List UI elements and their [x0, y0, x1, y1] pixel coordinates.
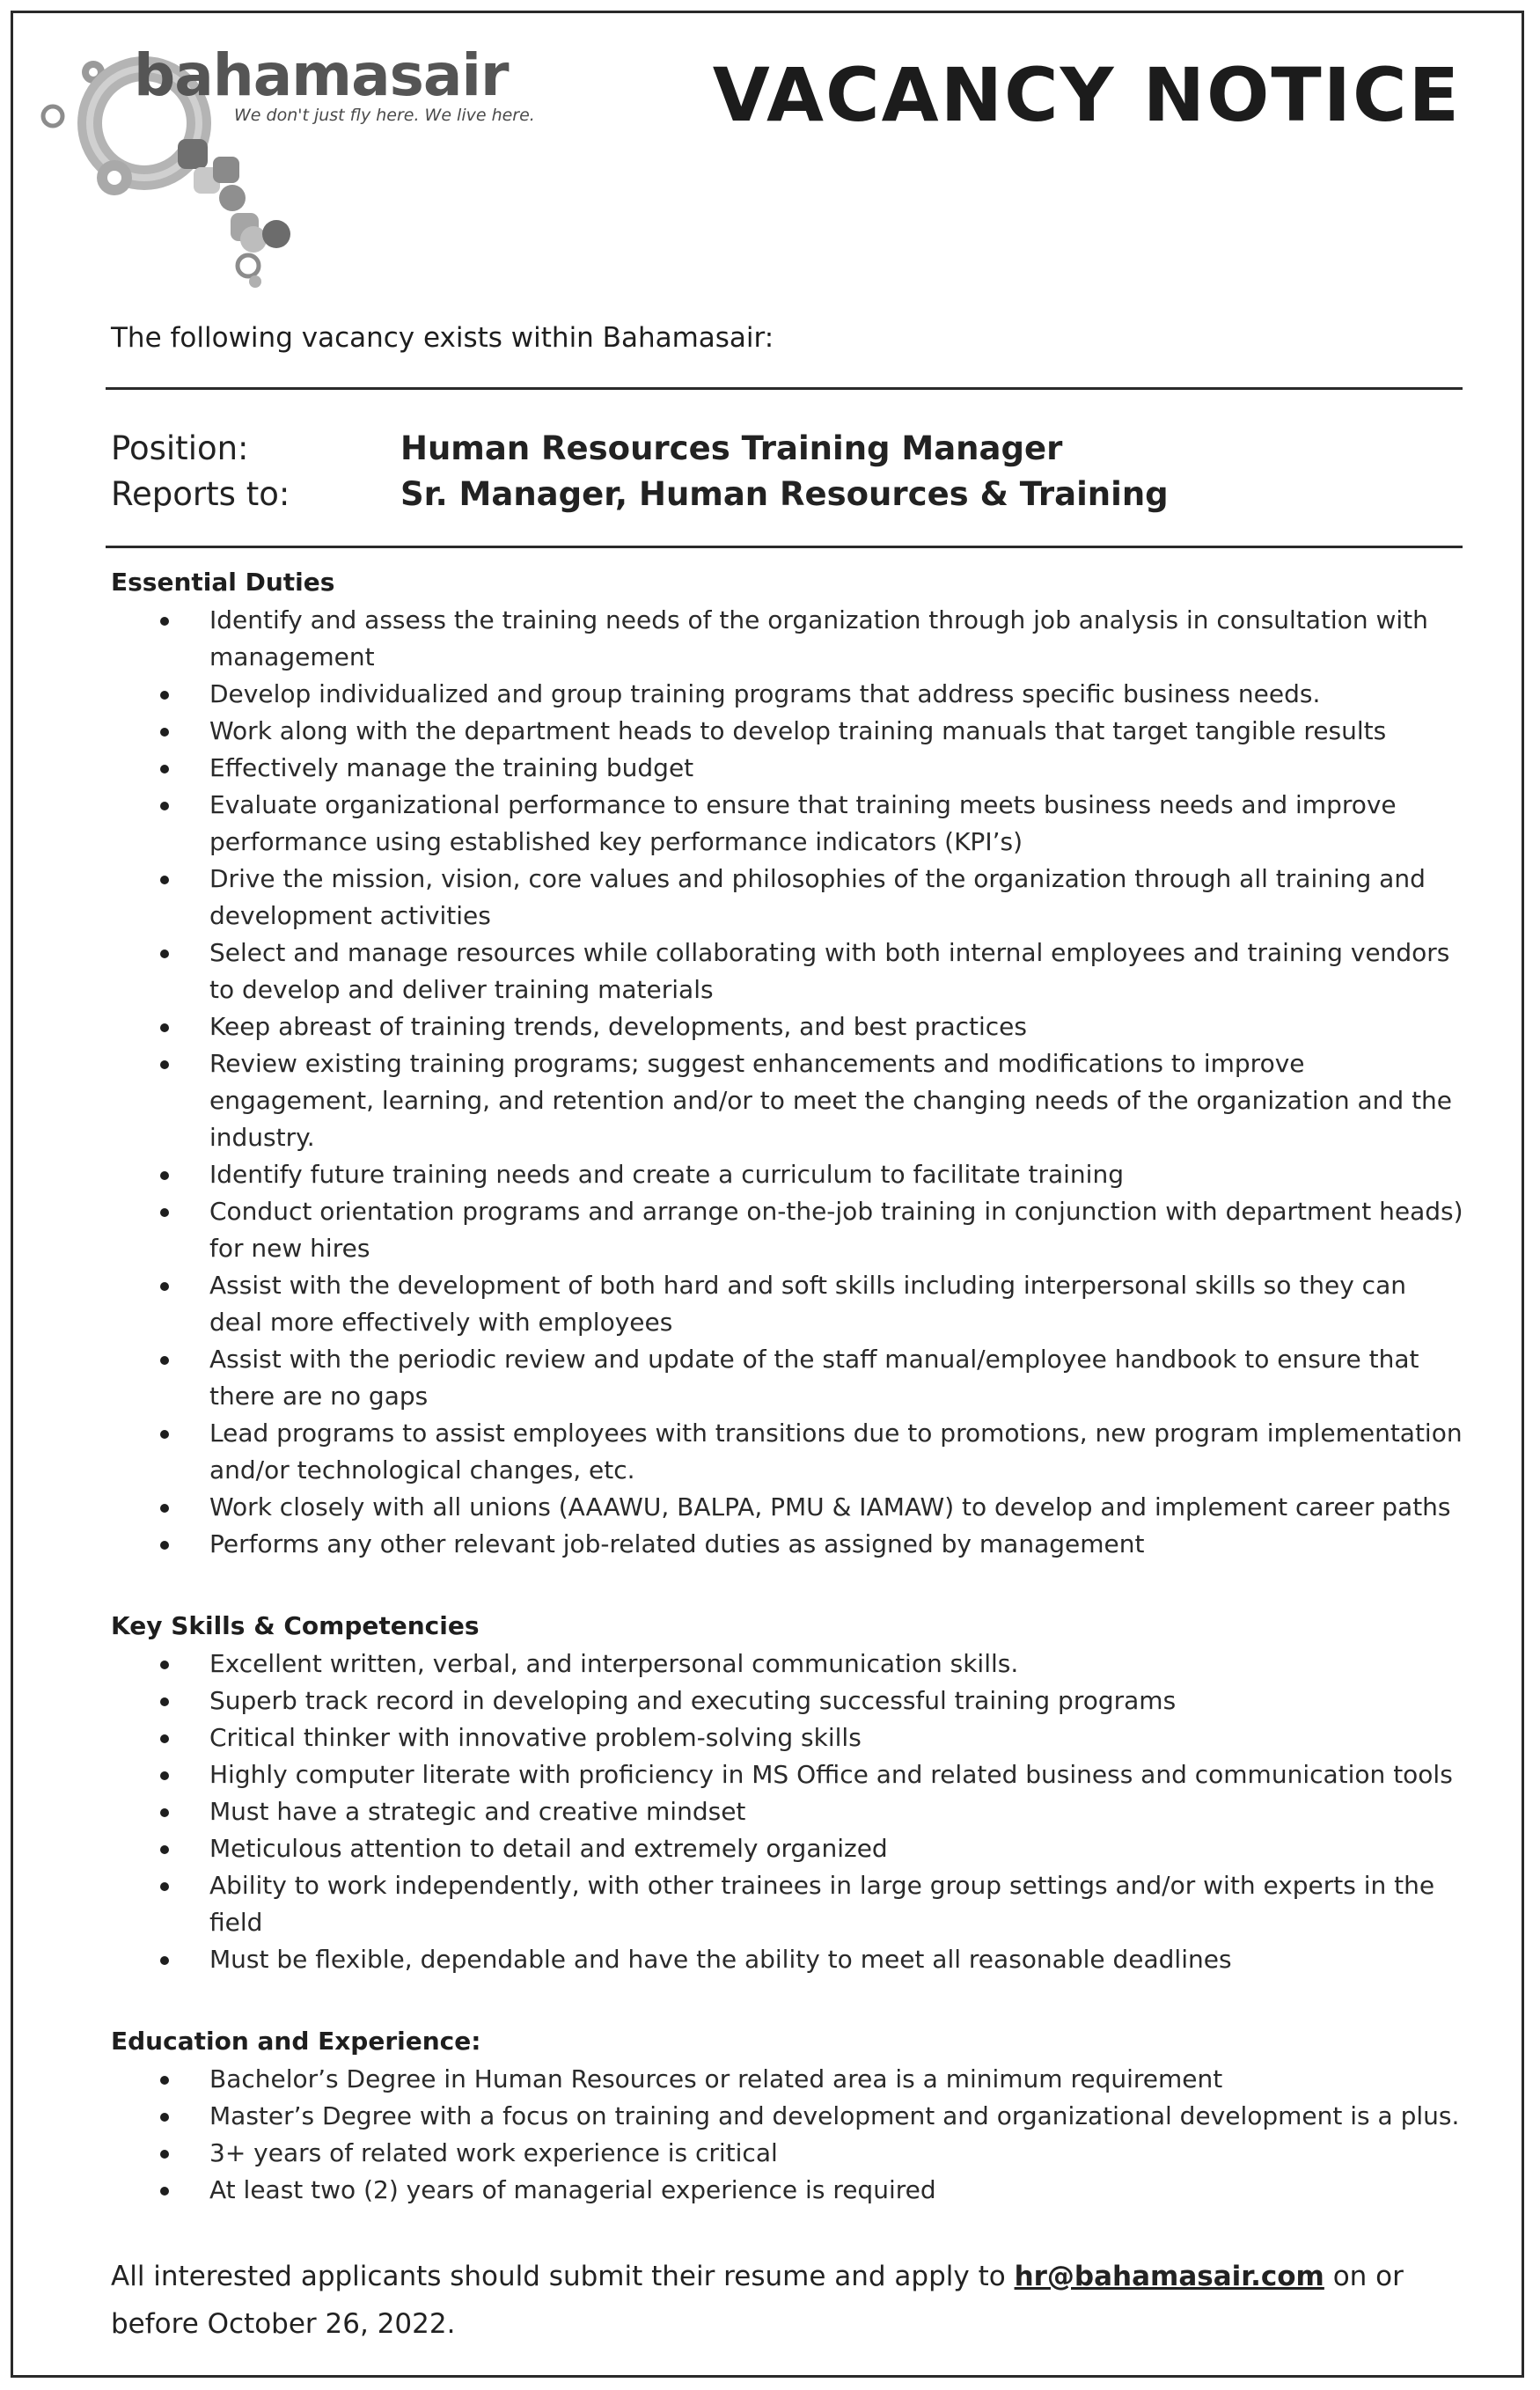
- list-item: [111, 2098, 1466, 2135]
- bullet-icon: [160, 1882, 169, 1891]
- list-item: [111, 1941, 1466, 1978]
- list-item-text: Identify future training needs and create a curriculum to facilitate training: [209, 1160, 1124, 1189]
- list-item: [111, 1793, 1466, 1830]
- bullet-icon: [160, 1808, 169, 1817]
- bullet-icon: [160, 1956, 169, 1965]
- logo-tagline: We don't just fly here. We live here.: [234, 106, 535, 125]
- bullet-icon: [160, 1282, 169, 1291]
- bullet-icon: [160, 2150, 169, 2159]
- list-item: [111, 935, 1466, 1008]
- list-item: [111, 1867, 1466, 1941]
- bahamasair-logo: [39, 35, 535, 299]
- list-item-text: Effectively manage the training budget: [209, 753, 694, 782]
- bullet-icon: [160, 876, 169, 884]
- list-item: [111, 787, 1466, 861]
- list-item-text: Meticulous attention to detail and extremely organized: [209, 1834, 888, 1863]
- list-item: [111, 1526, 1466, 1563]
- list-item-text: Highly computer literate with proficiency in MS Office and related business and communication tools: [209, 1760, 1453, 1789]
- list-item: [111, 2061, 1466, 2098]
- list-item-text: Lead programs to assist employees with transitions due to promotions, new program implementation and/or technological changes, etc.: [209, 1419, 1463, 1485]
- reports-to-value: Sr. Manager, Human Resources & Training: [400, 475, 1169, 513]
- bullet-icon: [160, 728, 169, 737]
- bullet-icon: [160, 1356, 169, 1365]
- bullet-icon: [160, 1697, 169, 1706]
- list-item: [111, 1193, 1466, 1267]
- bullet-icon: [160, 1023, 169, 1032]
- section: [111, 1607, 1466, 1978]
- bullet-icon: [160, 1541, 169, 1550]
- section-heading: Education and Experience:: [111, 2027, 481, 2056]
- list-item: [111, 1045, 1466, 1156]
- list-item-text: Drive the mission, vision, core values and philosophies of the organization through all training and development activities: [209, 864, 1426, 930]
- bullet-list: [111, 1646, 1466, 1978]
- bullet-icon: [160, 1734, 169, 1743]
- list-item-text: Conduct orientation programs and arrange on-the-job training in conjunction with department heads) for new hires: [209, 1197, 1463, 1263]
- list-item: [111, 861, 1466, 935]
- bullet-icon: [160, 1661, 169, 1669]
- section: [111, 2022, 1466, 2209]
- list-item: [111, 713, 1466, 750]
- reports-to-label: Reports to:: [111, 475, 290, 513]
- closing-text: [111, 2253, 1466, 2348]
- list-item-text: Work closely with all unions (AAAWU, BALPA, PMU & IAMAW) to develop and implement career paths: [209, 1492, 1451, 1521]
- list-item: [111, 1646, 1466, 1683]
- section: [111, 563, 1466, 1563]
- list-item-text: Excellent written, verbal, and interpersonal communication skills.: [209, 1649, 1019, 1678]
- list-item-text: Ability to work independently, with other trainees in large group settings and/or with experts in the field: [209, 1871, 1435, 1937]
- list-item-text: Bachelor’s Degree in Human Resources or related area is a minimum requirement: [209, 2064, 1223, 2093]
- page-title: VACANCY NOTICE: [712, 52, 1461, 138]
- logo-wordmark: bahamasair: [134, 41, 509, 109]
- section-heading: Essential Duties: [111, 568, 335, 597]
- divider-top: [106, 387, 1463, 390]
- list-item: [111, 750, 1466, 787]
- bullet-icon: [160, 617, 169, 626]
- list-item: [111, 1341, 1466, 1415]
- closing-before: All interested applicants should submit their resume and apply to: [111, 2261, 1006, 2292]
- list-item-text: Assist with the development of both hard and soft skills including interpersonal skills so they can deal more effectively with employees: [209, 1271, 1406, 1337]
- divider-bottom: [106, 546, 1463, 548]
- bullet-icon: [160, 1845, 169, 1854]
- list-item-text: At least two (2) years of managerial experience is required: [209, 2175, 936, 2204]
- position-label: Position:: [111, 429, 249, 467]
- list-item-text: Review existing training programs; suggest enhancements and modifications to improve engagement, learning, and retention and/or to meet the changing needs of the organization and the industry.: [209, 1049, 1453, 1152]
- list-item: [111, 1489, 1466, 1526]
- list-item-text: Must be flexible, dependable and have the ability to meet all reasonable deadlines: [209, 1945, 1232, 1974]
- list-item: [111, 2172, 1466, 2209]
- closing-after: on or before October 26, 2022.: [111, 2261, 1404, 2340]
- sections-container: [111, 563, 1466, 2209]
- list-item-text: Performs any other relevant job-related duties as assigned by management: [209, 1529, 1145, 1558]
- list-item-text: Develop individualized and group training programs that address specific business needs.: [209, 679, 1321, 708]
- list-item: [111, 1008, 1466, 1045]
- bullet-icon: [160, 1504, 169, 1513]
- list-item-text: Master’s Degree with a focus on training and development and organizational development is a plus.: [209, 2101, 1460, 2130]
- bullet-icon: [160, 2076, 169, 2085]
- list-item: [111, 1830, 1466, 1867]
- bullet-icon: [160, 691, 169, 700]
- notice-body: [111, 563, 1466, 2348]
- list-item-text: Select and manage resources while collaborating with both internal employees and training vendors to develop and deliver training materials: [209, 938, 1450, 1004]
- list-item-text: Must have a strategic and creative mindset: [209, 1797, 746, 1826]
- list-item-text: Superb track record in developing and executing successful training programs: [209, 1686, 1177, 1715]
- bullet-icon: [160, 1771, 169, 1780]
- bullet-icon: [160, 765, 169, 773]
- bullet-icon: [160, 1171, 169, 1180]
- bullet-icon: [160, 1060, 169, 1069]
- list-item-text: Critical thinker with innovative problem-solving skills: [209, 1723, 862, 1752]
- list-item: [111, 1756, 1466, 1793]
- list-item: [111, 602, 1466, 676]
- email-link[interactable]: hr@bahamasair.com: [1014, 2261, 1324, 2292]
- bullet-icon: [160, 2113, 169, 2122]
- bullet-icon: [160, 1430, 169, 1439]
- list-item-text: Identify and assess the training needs of the organization through job analysis in consultation with management: [209, 605, 1428, 671]
- bullet-icon: [160, 2187, 169, 2196]
- bullet-icon: [160, 949, 169, 958]
- intro-text: The following vacancy exists within Bahamasair:: [111, 322, 774, 354]
- list-item: [111, 1683, 1466, 1719]
- bullet-list: [111, 2061, 1466, 2209]
- list-item-text: Work along with the department heads to develop training manuals that target tangible results: [209, 716, 1387, 745]
- list-item: [111, 1156, 1466, 1193]
- list-item: [111, 1267, 1466, 1341]
- list-item: [111, 1719, 1466, 1756]
- list-item-text: Evaluate organizational performance to ensure that training meets business needs and improve performance using established key performance indicators (KPI’s): [209, 790, 1397, 856]
- bullet-list: [111, 602, 1466, 1563]
- list-item-text: Assist with the periodic review and update of the staff manual/employee handbook to ensure that there are no gaps: [209, 1345, 1419, 1411]
- position-value: Human Resources Training Manager: [400, 429, 1063, 467]
- bullet-icon: [160, 1208, 169, 1217]
- list-item: [111, 676, 1466, 713]
- list-item: [111, 1415, 1466, 1489]
- list-item: [111, 2135, 1466, 2172]
- bullet-icon: [160, 802, 169, 810]
- section-heading: Key Skills & Competencies: [111, 1611, 480, 1640]
- list-item-text: 3+ years of related work experience is critical: [209, 2138, 778, 2167]
- list-item-text: Keep abreast of training trends, developments, and best practices: [209, 1012, 1027, 1041]
